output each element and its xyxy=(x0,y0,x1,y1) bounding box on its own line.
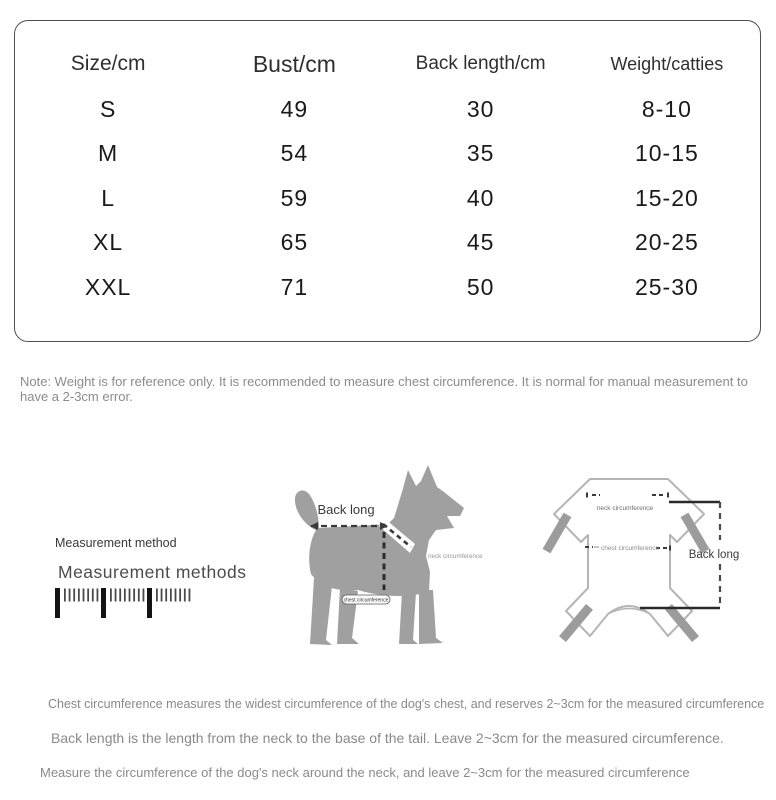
note-text: Note: Weight is for reference only. It is recommended to measure chest circumference. It is normal for manual measurement to have a 2-3cm error. xyxy=(20,374,748,404)
instruction-chest: Chest circumference measures the widest circumference of the dog's chest, and reserves 2~3cm for the measured circumference xyxy=(48,697,765,711)
col-header-size: Size/cm xyxy=(70,52,146,75)
table-row xyxy=(15,265,760,310)
table-row xyxy=(15,132,760,177)
table-row xyxy=(15,87,760,132)
garment-neck-label: neck circumference xyxy=(596,505,654,512)
instruction-neck: Measure the circumference of the dog's neck around the neck, and leave 2~3cm for the measured circumference xyxy=(40,765,690,780)
table-row xyxy=(15,221,760,266)
cell-weight: 25-30 xyxy=(634,273,699,300)
size-table xyxy=(14,20,761,342)
cell-back: 50 xyxy=(466,273,495,300)
cell-size: XXL xyxy=(84,273,132,300)
cell-back: 30 xyxy=(466,95,495,122)
garment-chest-label: chest circumference xyxy=(601,545,660,552)
col-header-weight: Weight/catties xyxy=(610,53,724,74)
cell-bust: 71 xyxy=(280,273,309,300)
instruction-back: Back length is the length from the neck to the base of the tail. Leave 2~3cm for the measured circumference. xyxy=(51,730,724,746)
col-header-back: Back length/cm xyxy=(415,53,546,74)
cell-size: XL xyxy=(93,229,124,256)
dog-neck-label: neck circumference xyxy=(428,553,483,560)
cell-back: 45 xyxy=(466,229,495,256)
cell-bust: 65 xyxy=(280,229,309,256)
dog-measurement-diagram xyxy=(280,440,520,660)
dog-chest-label: chest circumference xyxy=(343,597,389,604)
dog-back-label: Back long xyxy=(317,502,375,517)
cell-bust: 54 xyxy=(280,140,309,167)
measurement-method-label: Measurement method xyxy=(55,536,177,550)
cell-bust: 59 xyxy=(280,184,309,211)
cell-weight: 15-20 xyxy=(634,184,699,211)
dog-chest-label-pill xyxy=(342,595,390,604)
measurement-methods-title: Measurement methods xyxy=(58,562,247,582)
cell-size: S xyxy=(99,95,117,122)
cell-weight: 20-25 xyxy=(634,229,699,256)
cell-back: 40 xyxy=(466,184,495,211)
garment-measurement-diagram xyxy=(528,452,776,664)
cell-size: L xyxy=(101,184,116,211)
cell-weight: 10-15 xyxy=(634,140,699,167)
cell-size: M xyxy=(98,140,119,167)
cell-bust: 49 xyxy=(280,95,309,122)
cell-weight: 8-10 xyxy=(641,95,692,122)
col-header-bust: Bust/cm xyxy=(252,50,336,77)
cell-back: 35 xyxy=(466,140,495,167)
table-header-row xyxy=(15,41,760,87)
ruler-icon xyxy=(54,588,204,622)
table-row xyxy=(15,176,760,221)
garment-back-label: Back long xyxy=(688,549,740,561)
